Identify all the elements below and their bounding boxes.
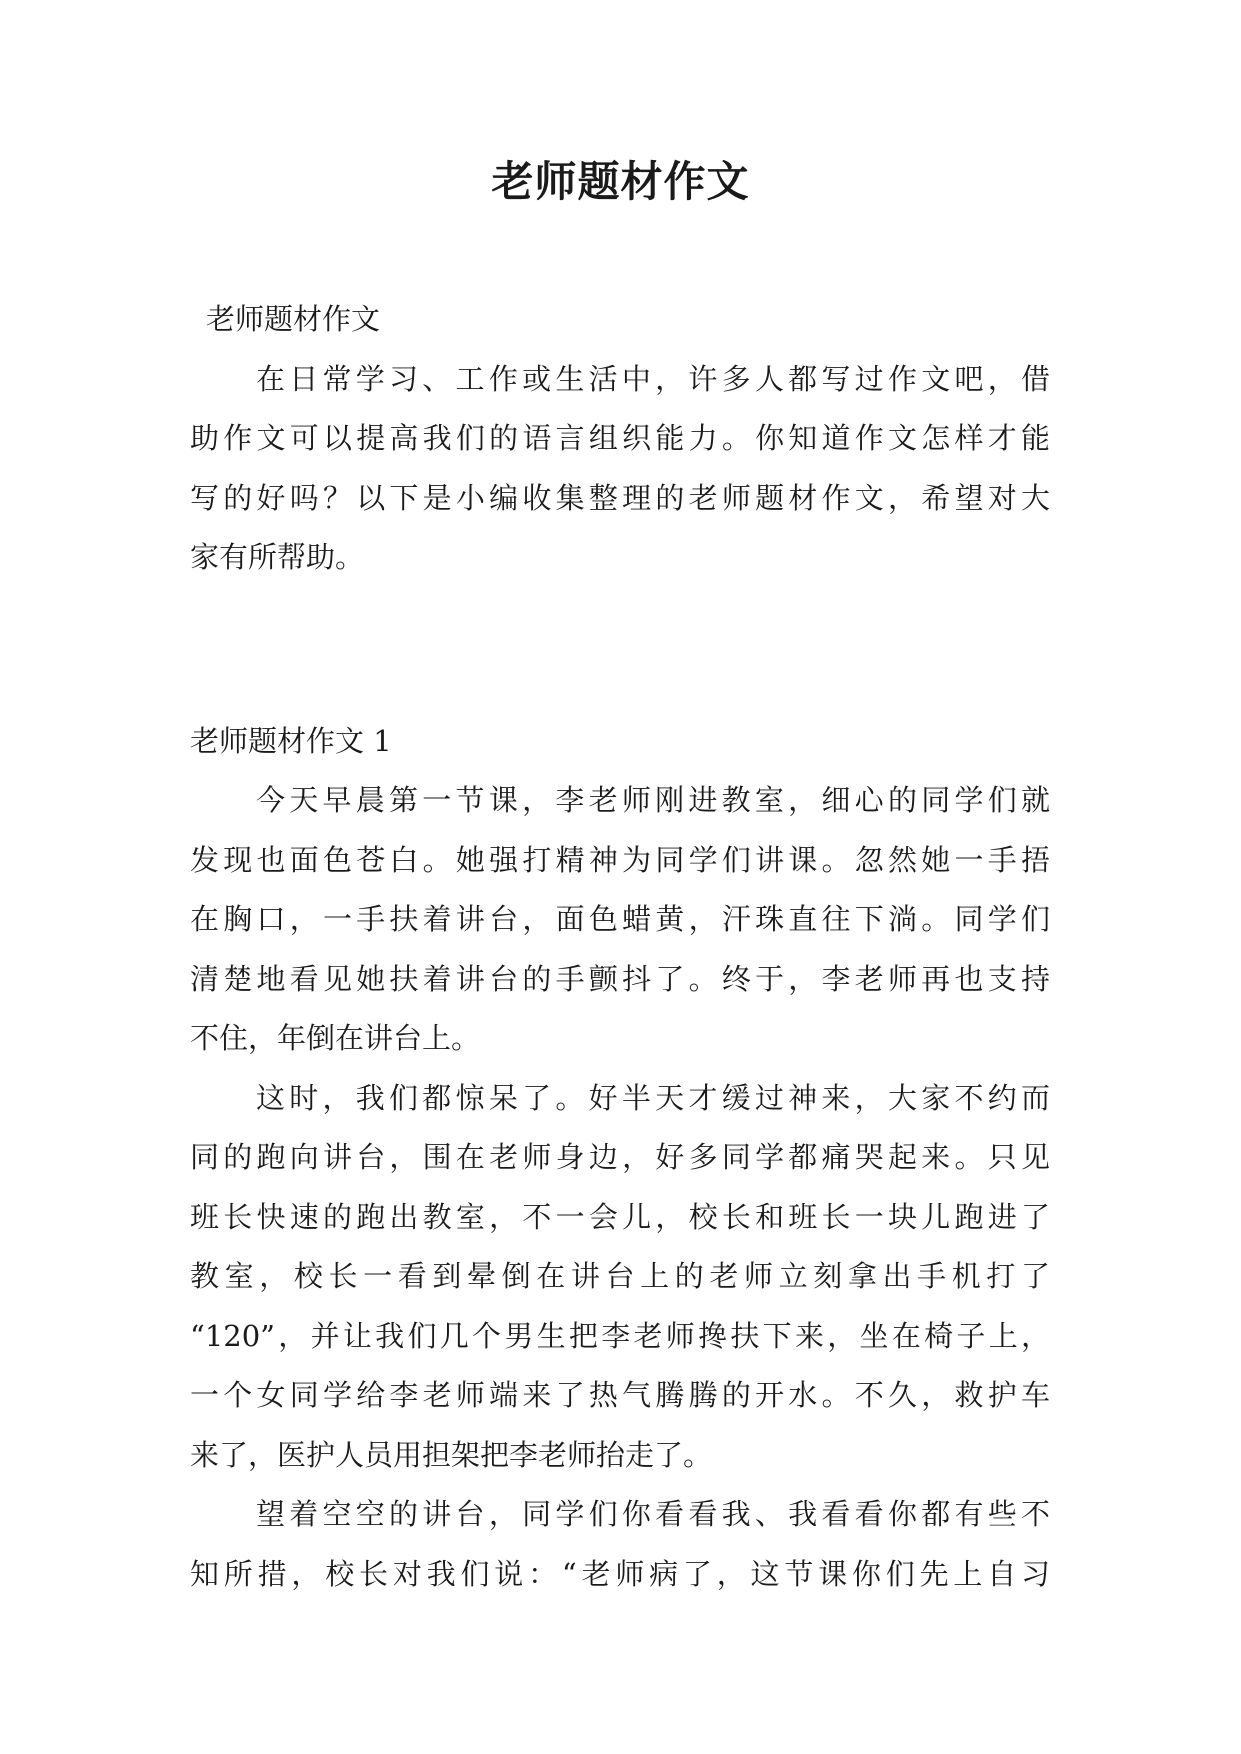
text-line: 班长快速的跑出教室，不一会儿，校长和班长一块儿跑进了 [190,1199,1050,1234]
text-line: 写的好吗？以下是小编收集整理的老师题材作文，希望对大 [190,480,1050,515]
text-line: 助作文可以提高我们的语言组织能力。你知道作文怎样才能 [190,421,1050,455]
text-line: 清楚地看见她扶着讲台的手颤抖了。终于，李老师再也支持 [190,961,1050,996]
text-line: 来了，医护人员用担架把李老师抬走了。 [190,1437,713,1472]
paragraph [190,771,1050,1069]
paragraph [190,1069,1050,1486]
document-title: 老师题材作文 [491,157,750,206]
text-line: 发现也面色苍白。她强打精神为同学们讲课。忽然她一手捂 [190,842,1050,877]
text-line: 这时，我们都惊呆了。好半天才缓过神来，大家不约而 [256,1080,1050,1115]
section-spacer [190,588,1050,712]
text-line: “120”，并让我们几个男生把李老师搀扶下来，坐在椅子上， [190,1318,1050,1353]
document-subtitle: 老师题材作文 [206,302,381,336]
document-body [190,290,1050,1604]
text-line: 今天早晨第一节课，李老师刚进教室，细心的同学们就 [256,783,1050,817]
text-line: 在日常学习、工作或生活中，许多人都写过作文吧，借 [256,361,1050,396]
intro-paragraph [190,350,1050,588]
text-line: 同的跑向讲台，围在老师身边，好多同学都痛哭起来。只见 [190,1140,1050,1174]
paragraph [190,1485,1050,1604]
text-line: 不住，年倒在讲台上。 [190,1021,481,1055]
text-line: 知所措，校长对我们说：“老师病了，这节课你们先上自习 [190,1556,1050,1591]
text-line: 家有所帮助。 [190,540,365,574]
text-line: 在胸口，一手扶着讲台，面色蜡黄，汗珠直往下淌。同学们 [190,902,1050,936]
section-heading: 老师题材作文 1 [190,723,392,758]
text-line: 一个女同学给李老师端来了热气腾腾的开水。不久，救护车 [190,1378,1050,1412]
text-line: 教室，校长一看到晕倒在讲台上的老师立刻拿出手机打了 [190,1259,1050,1293]
text-line: 望着空空的讲台，同学们你看看我、我看看你都有些不 [256,1497,1050,1531]
